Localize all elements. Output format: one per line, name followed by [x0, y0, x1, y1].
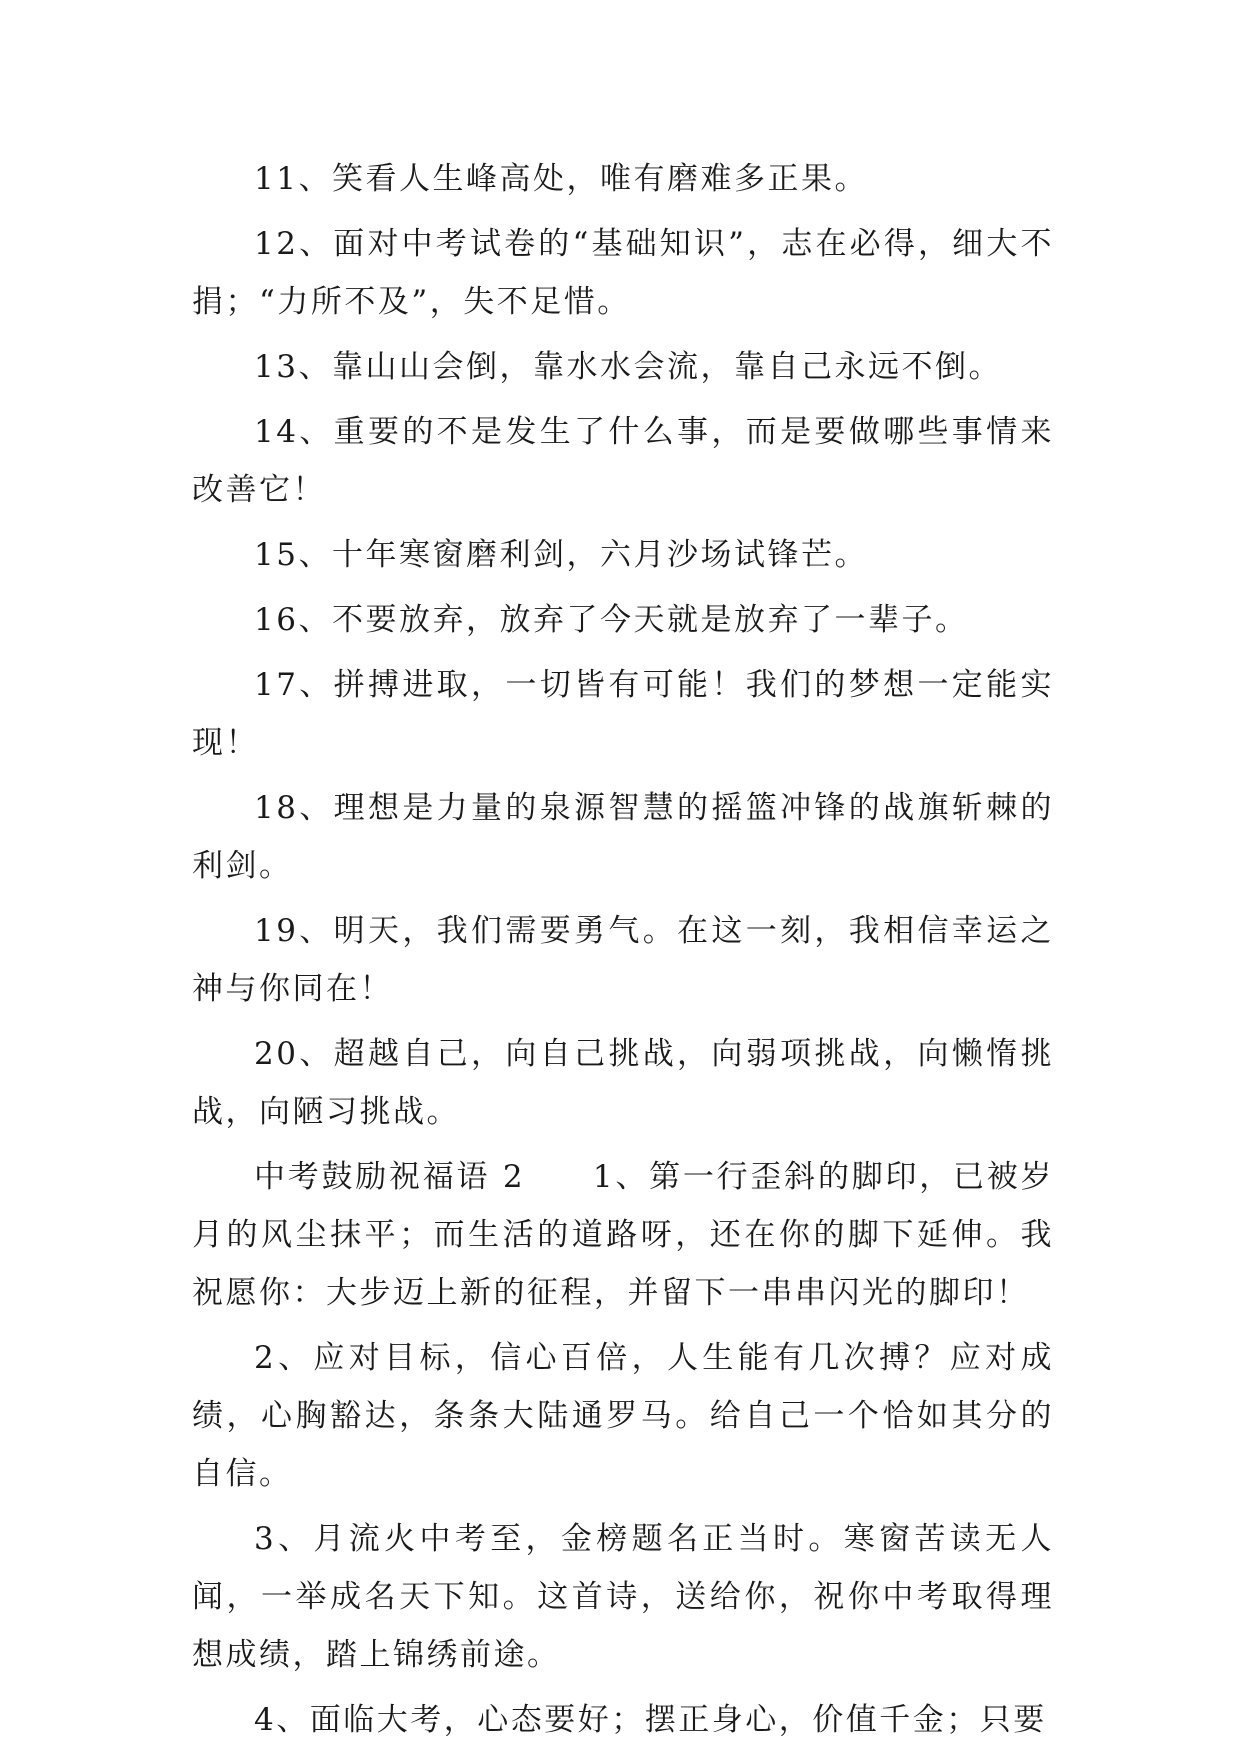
document-body — [192, 150, 1054, 1749]
paragraph-13: 13、靠山山会倒，靠水水会流，靠自己永远不倒。 — [254, 349, 1002, 385]
paragraph-19: 19、明天，我们需要勇气。在这一刻，我相信幸运之神与你同在！ — [192, 913, 1054, 1007]
paragraph-12: 12、面对中考试卷的“基础知识”，志在必得，细大不捐；“力所不及”，失不足惜。 — [192, 226, 1054, 320]
section-2-paragraph-3: 3、月流火中考至，金榜题名正当时。寒窗苦读无人闻，一举成名天下知。这首诗，送给你，祝你中考取得理想成绩，踏上锦绣前途。 — [192, 1521, 1054, 1673]
paragraph-14: 14、重要的不是发生了什么事，而是要做哪些事情来改善它！ — [192, 414, 1054, 508]
section-2-paragraph-2: 2、应对目标，信心百倍，人生能有几次搏？应对成绩，心胸豁达，条条大陆通罗马。给自己一个恰如其分的自信。 — [192, 1340, 1054, 1492]
paragraph-11: 11、笑看人生峰高处，唯有磨难多正果。 — [254, 161, 868, 197]
paragraph-16: 16、不要放弃，放弃了今天就是放弃了一辈子。 — [254, 602, 969, 638]
section-2-paragraph-4: 4、面临大考，心态要好；摆正身心，价值千金；只要 — [254, 1702, 1047, 1738]
paragraph-20: 20、超越自己，向自己挑战，向弱项挑战，向懒惰挑战，向陋习挑战。 — [192, 1036, 1054, 1130]
paragraph-15: 15、十年寒窗磨利剑，六月沙场试锋芒。 — [254, 537, 868, 573]
section-2-paragraph-1: 中考鼓励祝福语 2 1、第一行歪斜的脚印，已被岁月的风尘抹平；而生活的道路呀，还在你的脚下延伸。我祝愿你：大步迈上新的征程，并留下一串串闪光的脚印！ — [192, 1159, 1054, 1311]
paragraph-17: 17、拼搏进取，一切皆有可能！我们的梦想一定能实现！ — [192, 667, 1054, 761]
paragraph-18: 18、理想是力量的泉源智慧的摇篮冲锋的战旗斩棘的利剑。 — [192, 790, 1054, 884]
